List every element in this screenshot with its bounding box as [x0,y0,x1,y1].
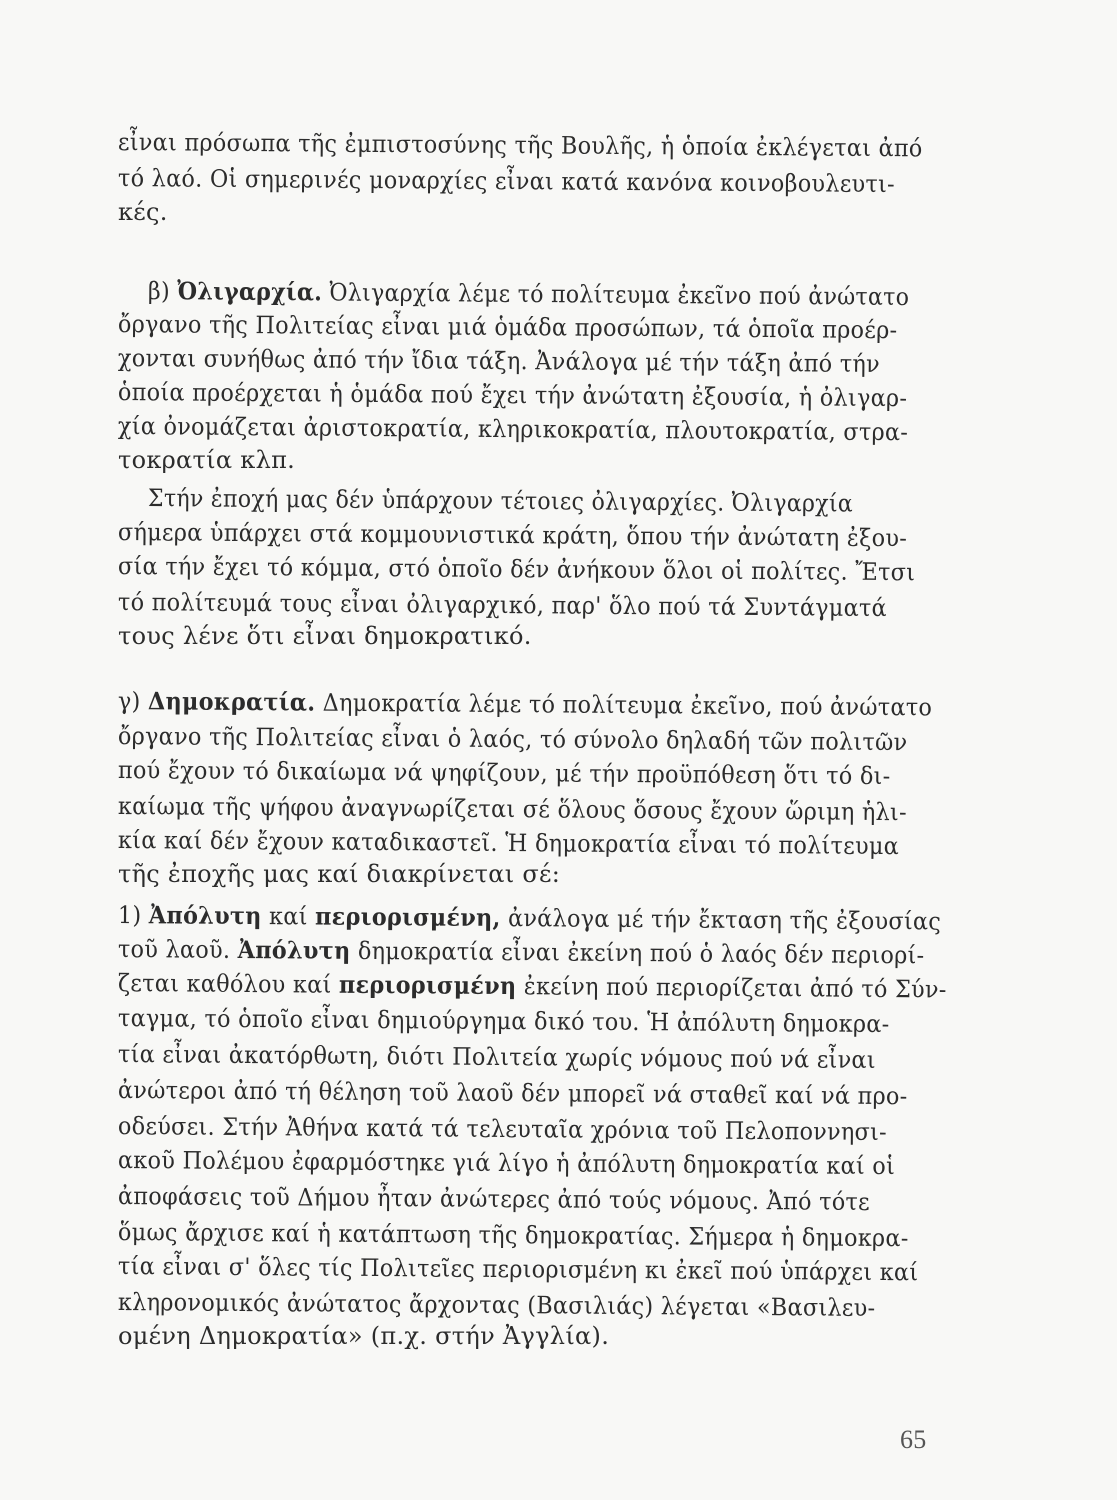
term-limited: περιορισμένη [338,969,517,1001]
page-number: 65 [900,1425,927,1454]
term-absolute: Ἀπόλυτη [237,934,351,965]
term-absolute: Ἀπόλυτη [148,900,262,931]
text-line: ακοῦ Πολέμου ἐφαρμόστηκε γιά λίγο ἡ ἀπόλυτη δημοκρατία καί οἱ [117,1146,896,1181]
section-marker: γ) [117,687,141,716]
section-heading-democracy: Δημοκρατία. [147,686,316,717]
text-line: εἶναι πρόσωπα τῆς ἐμπιστοσύνης τῆς Βουλῆς, ἡ ὁποία ἐκλέγεται ἀπό [117,128,923,163]
text-fragment: καί [268,902,308,931]
text-line: τό λαό. Οἱ σημερινές μοναρχίες εἶναι κατά κανόνα κοινοβουλευτι- [117,164,896,199]
text-line: τους λένε ὅτι εἶναι δημοκρατικό. [118,622,532,650]
text-fragment: ἐκείνη πού περιορίζεται ἀπό τό Σύν- [523,972,947,1004]
text-line: ταγμα, τό ὁποῖο εἶναι δημιούργημα δικό του. Ἡ ἀπόλυτη δημοκρα- [117,1004,890,1039]
text-line: οδεύσει. Στήν Ἀθήνα κατά τά τελευταῖα χρόνια τοῦ Πελοποννησι- [117,1112,888,1147]
section-c-first-line [118,686,932,721]
term-limited: περιορισμένη, [314,901,501,933]
section-heading-oligarchy: Ὀλιγαρχία. [177,276,323,307]
text-line: ὁποία προέρχεται ἡ ὁμάδα πού ἔχει τήν ἀνώτατη ἐξουσία, ἡ ὀλιγαρ- [117,378,908,413]
text-line: πού ἔχουν τό δικαίωμα νά ψηφίζουν, μέ τήν προϋπόθεση ὅτι τό δι- [117,756,891,791]
text-line: τία εἶναι ἀκατόρθωτη, διότι Πολιτεία χωρίς νόμους πού νά εἶναι [117,1040,876,1074]
text-line: χία ὀνομάζεται ἀριστοκρατία, κληρικοκρατία, πλουτοκρατία, στρα- [117,412,909,447]
text-line: σία τήν ἔχει τό κόμμα, στό ὁποῖο δέν ἀνήκουν ὅλοι οἱ πολίτες. Ἔτσι [117,552,916,587]
text-fragment: ζεται καθόλου καί [117,969,332,999]
text-line: ὄργανο τῆς Πολιτείας εἶναι ὁ λαός, τό σύνολο δηλαδή τῶν πολιτῶν [117,722,908,757]
text-line: κληρονομικός ἀνώτατος ἄρχοντας (Βασιλιάς) λέγεται «Βασιλευ- [117,1288,876,1322]
text-line: τό πολίτευμά τους εἶναι ὀλιγαρχικό, παρ' ὅλο πού τά Συντάγματά [117,588,888,623]
list-marker: 1) [117,901,142,930]
text-line: ὅμως ἄρχισε καί ἡ κατάπτωση τῆς δημοκρατίας. Σήμερα ἡ δημοκρα- [117,1218,909,1253]
text-line: καίωμα τῆς ψήφου ἀναγνωρίζεται σέ ὅλους ὅσους ἔχουν ὥριμη ἡλι- [117,792,907,827]
text-line [118,968,947,1004]
text-line: κές. [118,198,168,226]
text-line: ομένη Δημοκρατία» (π.χ. στήν Ἀγγλία). [118,1322,610,1350]
text-line: ἀποφάσεις τοῦ Δήμου ἦταν ἀνώτερες ἀπό τούς νόμους. Ἀπό τότε [117,1182,871,1216]
text-fragment: Δημοκρατία λέμε τό πολίτευμα ἐκεῖνο, πού ἀνώτατο [322,688,933,722]
text-line: κία καί δέν ἔχουν καταδικαστεῖ. Ἡ δημοκρατία εἶναι τό πολίτευμα [117,826,900,861]
text-line: τία εἶναι σ' ὅλες τίς Πολιτεῖες περιορισμένη κι ἐκεῖ πού ὑπάρχει καί [117,1252,919,1287]
text-line [118,934,925,969]
text-line: Στήν ἐποχή μας δέν ὑπάρχουν τέτοιες ὀλιγαρχίες. Ὀλιγαρχία [147,484,854,518]
text-line: τοκρατία κλπ. [118,446,296,474]
text-line: σήμερα ὑπάρχει στά κομμουνιστικά κράτη, ὅπου τήν ἀνώτατη ἐξου- [117,518,908,553]
text-line: τῆς ἐποχῆς μας καί διακρίνεται σέ: [118,860,561,888]
text-line: ἀνώτεροι ἀπό τή θέληση τοῦ λαοῦ δέν μπορεῖ νά σταθεῖ καί νά προ- [117,1076,908,1111]
text-fragment: τοῦ λαοῦ. [117,935,231,964]
text-line: χονται συνήθως ἀπό τήν ἴδια τάξη. Ἀνάλογα μέ τήν τάξη ἀπό τήν [117,344,881,378]
section-c1-first-line [118,900,941,935]
section-b-first-line [148,276,909,311]
text-fragment: Ὀλιγαρχία λέμε τό πολίτευμα ἐκεῖνο πού ἀνώτατο [329,278,910,311]
text-fragment: δημοκρατία εἶναι ἐκείνη πού ὁ λαός δέν περιορί- [357,936,925,970]
text-fragment: ἀνάλογα μέ τήν ἔκταση τῆς ἐξουσίας [507,904,942,936]
section-marker: β) [147,277,171,306]
text-line: ὄργανο τῆς Πολιτείας εἶναι μιά ὁμάδα προσώπων, τά ὁποῖα προέρ- [117,310,898,345]
